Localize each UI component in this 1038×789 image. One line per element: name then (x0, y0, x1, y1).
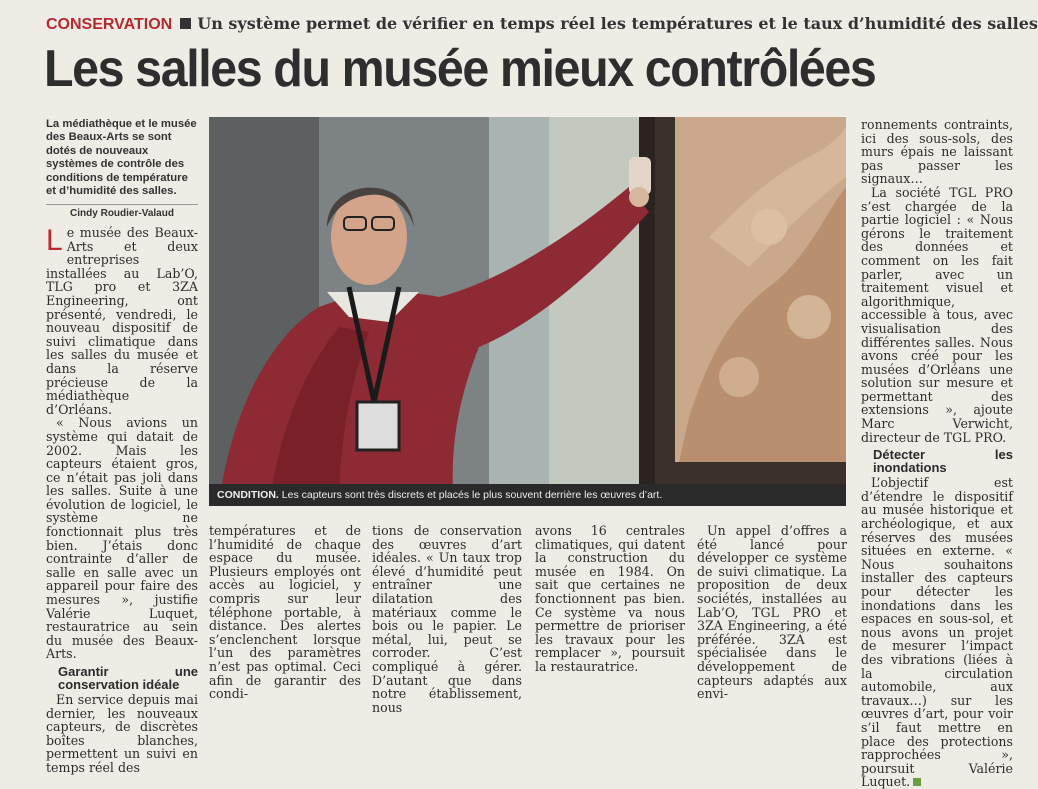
lead-paragraph: La médiathèque et le musée des Beaux-Arts se sont dotés de nouveaux systèmes de contrôle des conditions de température et d’humidité des salles. (46, 118, 197, 198)
photo-caption (209, 484, 846, 506)
col4-text: avons 16 centrales climatiques, qui datent la construction du musée en 1984. On sait que certaines ne fonctionnent pas bien. Ce système va nous permettre de prioriser les travaux pour les remplacer », poursuit la restauratrice. (535, 523, 685, 674)
col6-paragraph-1: ronnements contraints, ici des sous-sols, des murs épais ne laissant pas passer les signaux… (861, 117, 1013, 187)
column-6 (861, 117, 1013, 789)
headline: Les salles du musée mieux contrôlées (44, 40, 876, 98)
caption-text: Les capteurs sont très discrets et placés le plus souvent derrière les œuvres d’art. (281, 489, 663, 501)
col6-paragraph-2: La société TGL PRO s’est chargée de la partie logiciel : « Nous gérons le traitement des données et comment on les fait parler, avec un traitement visuel et algorithmique, accessible à tous, avec visualisation des différentes salles. Nous avons créé pour les musées d’Orléans une solution sur mesure et permettant des extensions », ajoute Marc Verwicht, directeur de TGL PRO. (861, 184, 1013, 445)
col1-paragraph-3: En service depuis mai dernier, les nouveaux capteurs, de discrètes boîtes blanches, permettent un suivi en temps réel des (46, 692, 198, 775)
column-3 (372, 523, 522, 715)
section-tag: CONSERVATION (46, 16, 173, 33)
col5-text: Un appel d’offres a été lancé pour développer ce système de suivi climatique. La proposition de deux sociétés, installées au Lab’O, TGL PRO et 3ZA Engineering, a été préférée. 3ZA est spécialisée dans le développement de capteurs adaptés aux envi- (697, 523, 847, 702)
column-1 (46, 224, 198, 775)
column-4 (535, 523, 685, 674)
column-5 (697, 523, 847, 702)
col3-text: tions de conservation des œuvres d’art idéales. « Un taux trop élevé d’humidité peut entraîner une dilatation des matériaux comme le bois ou le papier. Le métal, lui, peut se corroder. C’est compliqué à gérer. D’autant que dans notre établissement, nous (372, 523, 522, 715)
col1-p1-text: e musée des Beaux-Arts et deux entreprises installées au Lab’O, TLG pro et 3ZA Engineering, ont présenté, vendredi, le nouveau dispositif de suivi climatique dans les salles du musée et dans la réserve précieuse de la médiathèque d’Orléans. (46, 225, 198, 417)
col2-text: températures et de l’humidité de chaque espace du musée. Plusieurs employés ont accès au logiciel, y compris sur leur téléphone portable, à distance. Des alertes s’enclenchent lorsque l’un des paramètres n’est pas optimal. Ceci afin de garantir des condi- (209, 523, 361, 702)
col1-paragraph-1 (46, 226, 198, 416)
square-bullet-icon (180, 18, 191, 29)
byline: Cindy Roudier-Valaud (46, 204, 198, 219)
column-2 (209, 523, 361, 702)
article-photo (209, 117, 846, 506)
end-of-article-square-icon (913, 778, 921, 786)
subheading-2: Détecter les inondations (873, 447, 1013, 476)
col6-p3-text: L’objectif est d’étendre le dispositif au musée historique et archéologique, et aux réserves des musées situées en externe. « Nous souhaitons installer des capteurs pour détecter les inondations dans les espaces en sous-sol, et nous avons un projet de mesurer l’impact des vibrations (liées à la circulation automobile, aux travaux…) sur les œuvres d’art, pour voir s’il faut mettre en place des protections rapprochées », poursuit Valérie Luquet. (861, 475, 1013, 789)
kicker-subtitle: Un système permet de vérifier en temps réel les températures et le taux d’humidité des salles (197, 14, 1038, 33)
kicker (46, 12, 1038, 36)
caption-tag: CONDITION. (217, 489, 279, 501)
col1-paragraph-2: « Nous avions un système qui datait de 2002. Mais les capteurs étaient gros, ce n’était pas joli dans les salles. Suite à une évolution de logiciel, le système ne fonctionnait plus très bien. J’étais donc contrainte d’aller de salle en salle avec un appareil pour faire des mesures », justifie Valérie Luquet, restauratrice au sein du musée des Beaux-Arts. (46, 415, 198, 662)
subheading-1: Garantir une conservation idéale (58, 664, 198, 692)
photo-illustration (209, 117, 846, 506)
drop-cap: L (46, 224, 63, 257)
col6-paragraph-3 (861, 476, 1013, 789)
